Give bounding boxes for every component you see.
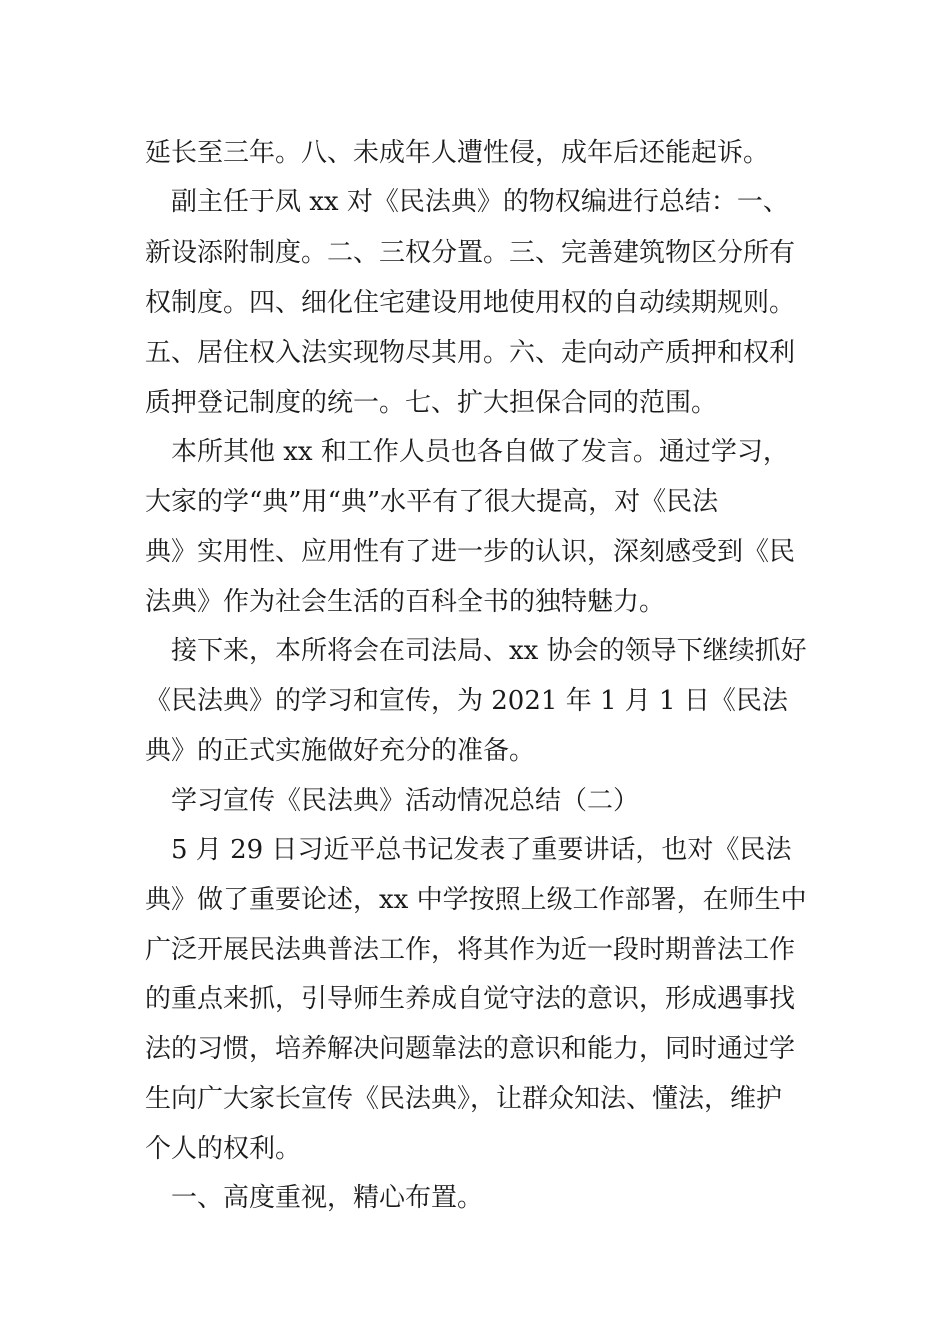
text-line: 法典》作为社会生活的百科全书的独特魅力。	[145, 587, 666, 617]
text-line: 典》实用性、应用性有了进一步的认识，深刻感受到《民	[145, 537, 796, 567]
text-line: 新设添附制度。二、三权分置。三、完善建筑物区分所有	[145, 238, 796, 268]
subsection-heading: 一、高度重视，精心布置。	[145, 1183, 484, 1213]
text-line: 质押登记制度的统一。七、扩大担保合同的范围。	[145, 388, 718, 418]
text-line: 典》的正式实施做好充分的准备。	[145, 736, 536, 766]
text-line: 大家的学“典”用“典”水平有了很大提高，对《民法	[145, 487, 719, 517]
text-line: 接下来，本所将会在司法局、xx 协会的领导下继续抓好	[145, 636, 807, 666]
text-line: 的重点来抓，引导师生养成自觉守法的意识，形成遇事找	[145, 984, 796, 1014]
text-line: 本所其他 xx 和工作人员也各自做了发言。通过学习，	[145, 437, 789, 467]
text-line: 广泛开展民法典普法工作，将其作为近一段时期普法工作	[145, 935, 796, 965]
text-line: 5 月 29 日习近平总书记发表了重要讲话，也对《民法	[145, 835, 792, 865]
text-line: 副主任于凤 xx 对《民法典》的物权编进行总结：一、	[145, 187, 789, 217]
text-line: 《民法典》的学习和宣传，为 2021 年 1 月 1 日《民法	[145, 686, 788, 716]
text-line: 延长至三年。八、未成年人遭性侵，成年后还能起诉。	[145, 138, 770, 168]
text-line: 五、居住权入法实现物尽其用。六、走向动产质押和权利	[145, 338, 796, 368]
text-line: 权制度。四、细化住宅建设用地使用权的自动续期规则。	[145, 288, 796, 318]
text-line: 个人的权利。	[145, 1134, 302, 1164]
section-heading: 学习宣传《民法典》活动情况总结（二）	[145, 786, 640, 816]
text-line: 法的习惯，培养解决问题靠法的意识和能力，同时通过学	[145, 1034, 796, 1064]
text-line: 生向广大家长宣传《民法典》，让群众知法、懂法，维护	[145, 1084, 783, 1114]
text-line: 典》做了重要论述，xx 中学按照上级工作部署，在师生中	[145, 885, 807, 915]
